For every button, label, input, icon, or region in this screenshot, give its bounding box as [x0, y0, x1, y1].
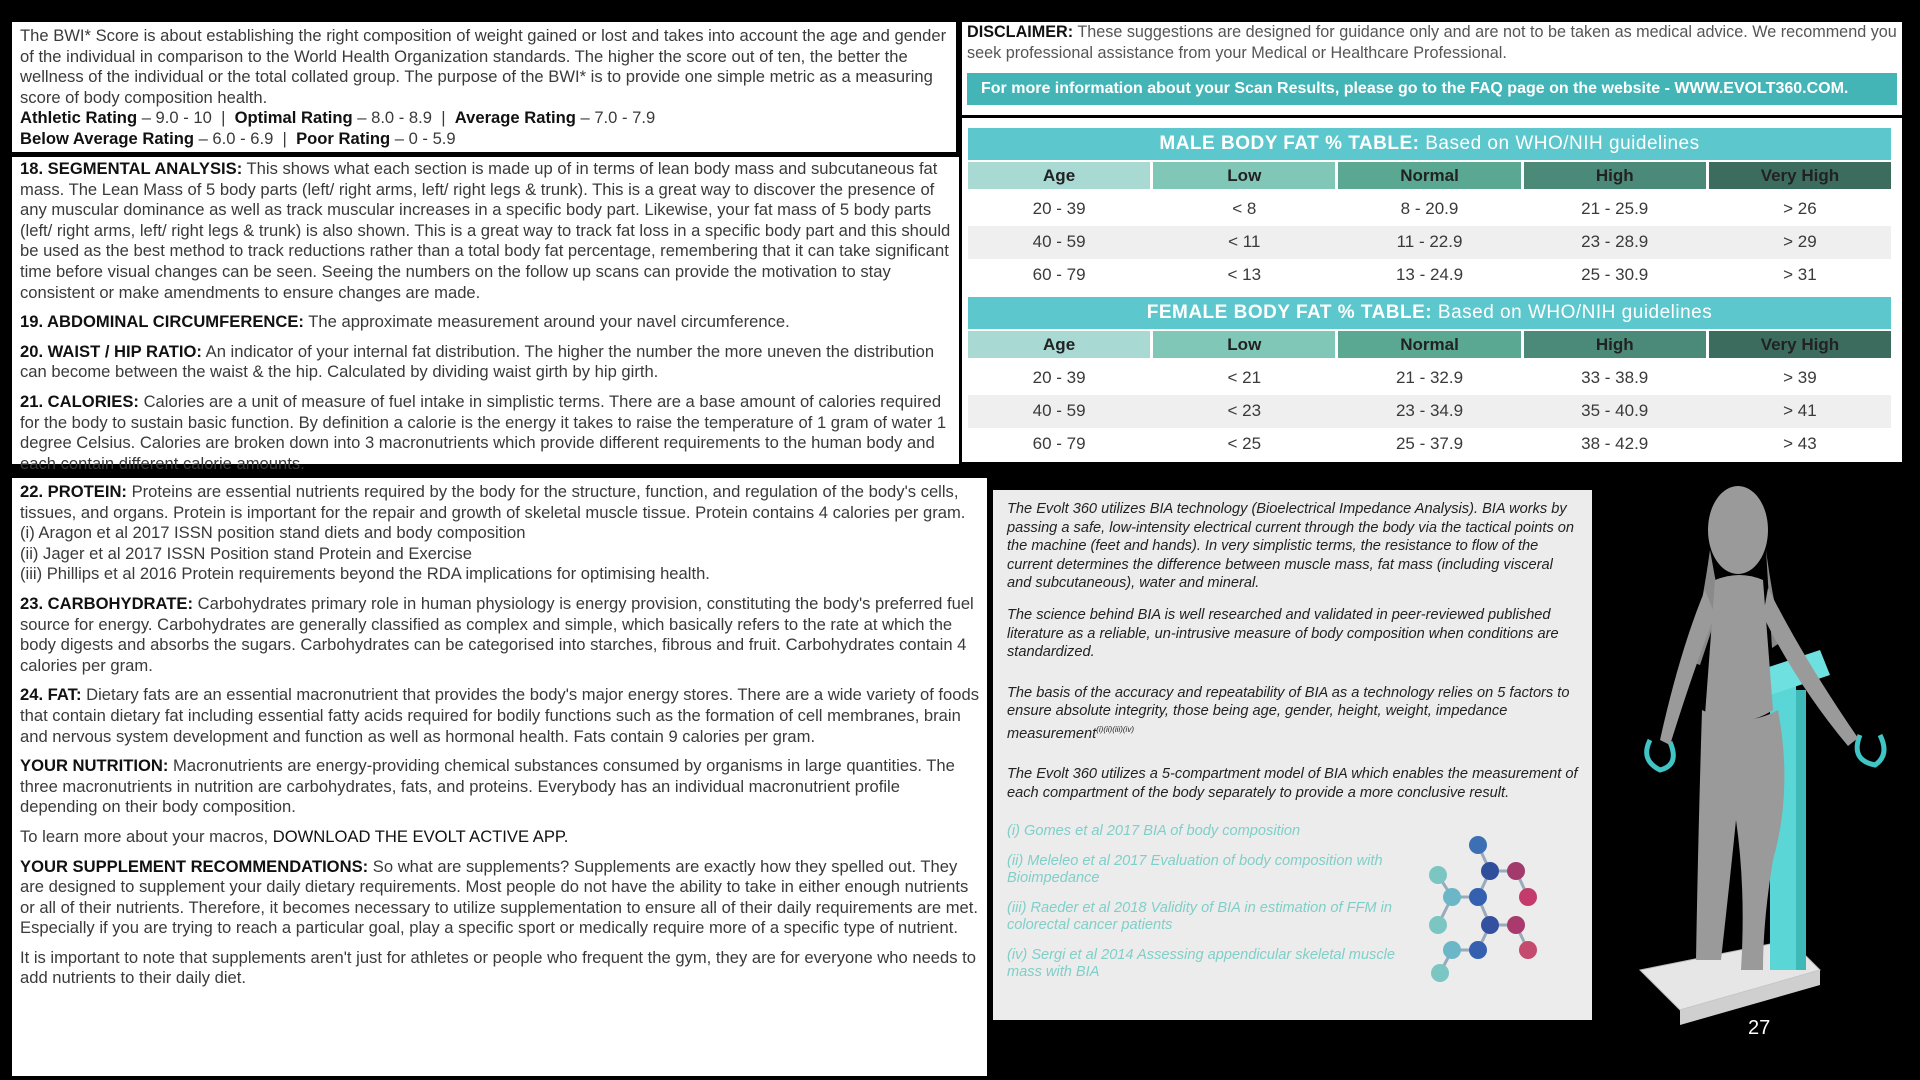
section-title: 21. CALORIES: [20, 391, 139, 411]
disclaimer-panel [962, 22, 1902, 115]
rating-label: Optimal Rating [234, 108, 353, 128]
right-handle [1857, 735, 1884, 765]
rating-range: – 6.0 - 6.9 [198, 128, 274, 148]
section-title: YOUR SUPPLEMENT RECOMMENDATIONS: [20, 856, 369, 876]
section-body: Macronutrients are energy-providing chemical substances consumed by organisms in large quantities. The three macronutrients in nutrition are carbohydrates, fats, and proteins. Everybody has an individual macronutrient profile depending on their body composition. [20, 756, 955, 817]
rating-range: – 8.0 - 8.9 [357, 108, 432, 128]
header-cell: Normal [1338, 331, 1520, 358]
section-body: Calories are a unit of measure of fuel intake in simplistic terms. There are a base amount of calories required for the body to sustain basic function. By definition a calorie is the energy it takes to raise the temperature of 1 gram of water 1 degree Celsius. Calories are broken down into 3 macronutrients which provide different requirements to the human body and each contain different calorie amounts. [20, 391, 947, 473]
learn-more-text: To learn more about your macros, [20, 826, 273, 846]
section-fat [20, 685, 979, 747]
table-row [968, 226, 1891, 259]
bia-ref: (i) Gomes et al 2017 BIA of body composition [1007, 822, 1301, 839]
sections-panel [12, 157, 959, 473]
table-cell: < 21 [1227, 368, 1262, 387]
table-cell: 60 - 79 [1032, 265, 1086, 284]
table-cell: < 23 [1227, 401, 1262, 420]
table-row [968, 395, 1891, 428]
table-cell: 25 - 37.9 [1395, 434, 1464, 453]
table-row [968, 259, 1891, 292]
section-calories [20, 392, 951, 474]
table-title [968, 297, 1891, 329]
rating-label: Average Rating [454, 108, 576, 128]
table-cell: < 11 [1228, 232, 1261, 251]
table-cell: 11 - 22.9 [1396, 232, 1463, 251]
protein-ref: (i) Aragon et al 2017 ISSN position stand diets and body composition [20, 523, 526, 543]
table-title [968, 128, 1891, 160]
section-abdominal [20, 312, 951, 333]
bia-paragraph: The Evolt 360 utilizes a 5-compartment model of BIA which enables the measurement of each compartment of the body separately to provide a more conclusive result. [1007, 766, 1578, 801]
section-body: An indicator of your internal fat distribution. The higher the number the more uneven the distribution can become between the waist & the hip. Calculated by dividing waist girth by hip girth. [20, 341, 935, 382]
header-cell: Age [968, 331, 1150, 358]
rating-range: – 7.0 - 7.9 [580, 108, 656, 128]
table-cell: > 43 [1783, 434, 1817, 453]
section-body: Dietary fats are an essential macronutrient that provides the body's major energy stores. There are a wide variety of foods that contain dietary fat including essential fatty acids required for bodily functions such as the formation of cell membranes, brain and nervous system development and function as well as hormonal health. Fats contain 9 calories per gram. [20, 685, 980, 746]
bwi-description: The BWI* Score is about establishing the right composition of weight gained or lost and takes into account the age and gender of the individual in comparison to the World Health Organization standards. The higher the score out of ten, the better the wellness of the individual or the total collated group. The purpose of the BWI* is to provide one simple metric as a measuring score of body composition health. [20, 26, 947, 107]
table-cell: 40 - 59 [1032, 401, 1086, 420]
table-cell: 20 - 39 [1032, 199, 1086, 218]
bia-paragraph: The science behind BIA is well researched and validated in peer-reviewed published literature as a reliable, un-intrusive measure of body composition when conditions are standardized. [1007, 606, 1559, 661]
section-title: YOUR NUTRITION: [20, 756, 169, 776]
table-cell: < 25 [1227, 434, 1262, 453]
header-cell: Very High [1709, 162, 1891, 189]
section-title: 23. CARBOHYDRATE: [20, 593, 194, 613]
bia-ref: (iii) Raeder et al 2018 Validity of BIA in estimation of FFM in colorectal cancer patients [1007, 899, 1393, 933]
table-title-main: FEMALE BODY FAT % TABLE: [1146, 302, 1433, 323]
bia-ref: (ii) Meleleo et al 2017 Evaluation of body composition with Bioimpedance [1007, 852, 1383, 886]
section-supplements [20, 857, 979, 939]
section-title: 18. SEGMENTAL ANALYSIS: [20, 159, 243, 178]
section-segmental [20, 159, 951, 303]
bia-paragraph [1007, 684, 1578, 744]
table-row [968, 362, 1891, 395]
molecule-icon [1418, 835, 1558, 985]
table-cell: < 8 [1232, 199, 1257, 218]
header-cell: High [1524, 162, 1706, 189]
learn-more [20, 827, 979, 848]
table-cell: 35 - 40.9 [1581, 401, 1649, 420]
rating-range: – 9.0 - 10 [141, 108, 212, 128]
bwi-panel [12, 22, 956, 152]
table-header-row [968, 329, 1891, 362]
faq-banner[interactable]: For more information about your Scan Results, please go to the FAQ page on the website - WWW.EVOLT360.COM. [967, 73, 1897, 105]
person-silhouette [1660, 486, 1858, 970]
bia-references [1007, 823, 1397, 981]
table-row [968, 428, 1891, 461]
table-cell: < 13 [1227, 265, 1262, 284]
body-fat-tables [962, 118, 1902, 462]
section-carbohydrate [20, 594, 979, 676]
protein-ref: (iii) Phillips et al 2016 Protein requirements beyond the RDA implications for optimising health. [20, 564, 710, 584]
table-cell: 23 - 34.9 [1395, 401, 1464, 420]
table-cell: 21 - 25.9 [1581, 199, 1649, 218]
table-title-main: MALE BODY FAT % TABLE: [1159, 133, 1420, 154]
section-title: 24. FAT: [20, 685, 82, 705]
table-cell: 38 - 42.9 [1581, 434, 1649, 453]
download-app-link[interactable]: DOWNLOAD THE EVOLT ACTIVE APP. [272, 826, 569, 846]
section-title: 20. WAIST / HIP RATIO: [20, 341, 202, 361]
table-cell: > 26 [1783, 199, 1817, 218]
table-cell: > 29 [1783, 232, 1817, 251]
bwi-ratings: Athletic Rating – 9.0 - 10 | Optimal Rating – 8.0 - 8.9 | Average Rating – 7.0 - 7.9 Below Average Rating – 6.0 - 6.9 | Poor Rating – 0 - 5.9 [20, 108, 656, 148]
header-cell: Low [1153, 162, 1335, 189]
bia-info-panel [993, 490, 1592, 1020]
body-scanner-illustration [1620, 470, 1900, 1030]
table-header-row [968, 160, 1891, 193]
table-subtitle: Based on WHO/NIH guidelines [1432, 302, 1713, 323]
section-body: Carbohydrates primary role in human physiology is energy provision, constituting the body's preferred fuel source for energy. Carbohydrates are generally classified as complex and simple, which basically refers to the rate at which the body digests and absorbs the sugars. Carbohydrates can be categorised into starches, fibrous and fruit. Carbohydrates contain 4 calories per gram. [20, 593, 974, 675]
rating-label: Poor Rating [296, 128, 391, 148]
table-row [968, 193, 1891, 226]
header-cell: High [1524, 331, 1706, 358]
header-cell: Normal [1338, 162, 1520, 189]
table-cell: 60 - 79 [1032, 434, 1086, 453]
table-cell: 20 - 39 [1032, 368, 1086, 387]
header-cell: Very High [1709, 331, 1891, 358]
table-cell: > 41 [1783, 401, 1817, 420]
bia-superscript: (i)(ii)(iii)(iv) [1096, 724, 1134, 734]
bia-ref: (iv) Sergi et al 2014 Assessing appendicular skeletal muscle mass with BIA [1007, 946, 1396, 980]
table-cell: 33 - 38.9 [1581, 368, 1649, 387]
table-cell: 13 - 24.9 [1395, 265, 1464, 284]
section-body: So what are supplements? Supplements are exactly how they spelled out. They are designed to supplement your daily dietary requirements. Most people do not have the ability to take in either enough nutrients or all of their nutrients. Therefore, it becomes necessary to utilize supplementation to ensure all of their daily requirements are met. Especially if you are trying to reach a particular goal, play a specific sport or medically require more of a specific type of nutrient. [20, 856, 978, 938]
section-body: Proteins are essential nutrients required by the body for the structure, function, and regulation of the body's cells, tissues, and organs. Protein is important for the repair and growth of skeletal muscle tissue. Protein contains 4 calories per gram. [20, 482, 966, 522]
section-body: This shows what each section is made up of in terms of lean body mass and subcutaneous fat mass. The Lean Mass of 5 body parts (left/ right arms, left/ right legs & trunk). This is a great way to discover the presence of any muscular dominance as well as track muscular increases in a specific body part. Likewise, your fat mass of 5 body parts (left/ right arms, left/ right legs & trunk) is also shown. This is a great way to track fat loss in a specific body part and this should be used as the best method to track reductions rather than a total body fat percentage, remembering that it can take significant time before visual changes can be seen. Seeing the numbers on the follow up scans can provide the motivation to stay consistent or make amendments to ensure changes are made. [20, 159, 951, 302]
table-cell: 25 - 30.9 [1581, 265, 1649, 284]
bia-paragraph: The Evolt 360 utilizes BIA technology (Bioelectrical Impedance Analysis). BIA works by passing a safe, low-intensity electrical current through the body via the tactical points on the machine (feet and hands). In very simplistic terms, the resistance to flow of the current determines the difference between muscle mass, fat mass (including visceral and subcutaneous), water and mineral. [1007, 501, 1575, 592]
table-cell: 8 - 20.9 [1400, 199, 1459, 218]
rating-range: – 0 - 5.9 [394, 128, 456, 148]
rating-label: Athletic Rating [20, 108, 138, 128]
section-title: 19. ABDOMINAL CIRCUMFERENCE: [20, 312, 304, 332]
header-cell: Age [968, 162, 1150, 189]
section-nutrition [20, 756, 979, 818]
header-cell: Low [1153, 331, 1335, 358]
table-cell: 23 - 28.9 [1581, 232, 1649, 251]
section-title: 22. PROTEIN: [20, 482, 127, 501]
section-body: The approximate measurement around your navel circumference. [303, 312, 790, 332]
table-subtitle: Based on WHO/NIH guidelines [1419, 133, 1700, 154]
protein-ref: (ii) Jager et al 2017 ISSN Position stand Protein and Exercise [20, 543, 472, 563]
section-waist-hip [20, 342, 951, 383]
disclaimer-text [967, 22, 1897, 63]
section-protein [20, 482, 979, 523]
bia-paragraph-text: The basis of the accuracy and repeatability of BIA as a technology relies on 5 factors to ensure absolute integrity, those being age, gender, height, weight, impedance measurement [1007, 684, 1570, 742]
male-body-fat-table [968, 128, 1891, 292]
disclaimer-title: DISCLAIMER: [967, 23, 1074, 41]
supplement-note: It is important to note that supplements aren't just for athletes or people who frequent the gym, they are for everyone who needs to add nutrients to their daily diet. [20, 947, 977, 988]
table-cell: 40 - 59 [1032, 232, 1086, 251]
nutrition-panel [12, 478, 987, 1076]
table-cell: > 39 [1783, 368, 1817, 387]
table-cell: 21 - 32.9 [1395, 368, 1464, 387]
page-number: 27 [1748, 1017, 1771, 1039]
female-body-fat-table [968, 297, 1891, 461]
table-cell: > 31 [1783, 265, 1817, 284]
rating-label: Below Average Rating [20, 128, 194, 148]
disclaimer-body: These suggestions are designed for guidance only and are not to be taken as medical advice. We recommend you seek professional assistance from your Medical or Healthcare Professional. [967, 23, 1897, 62]
